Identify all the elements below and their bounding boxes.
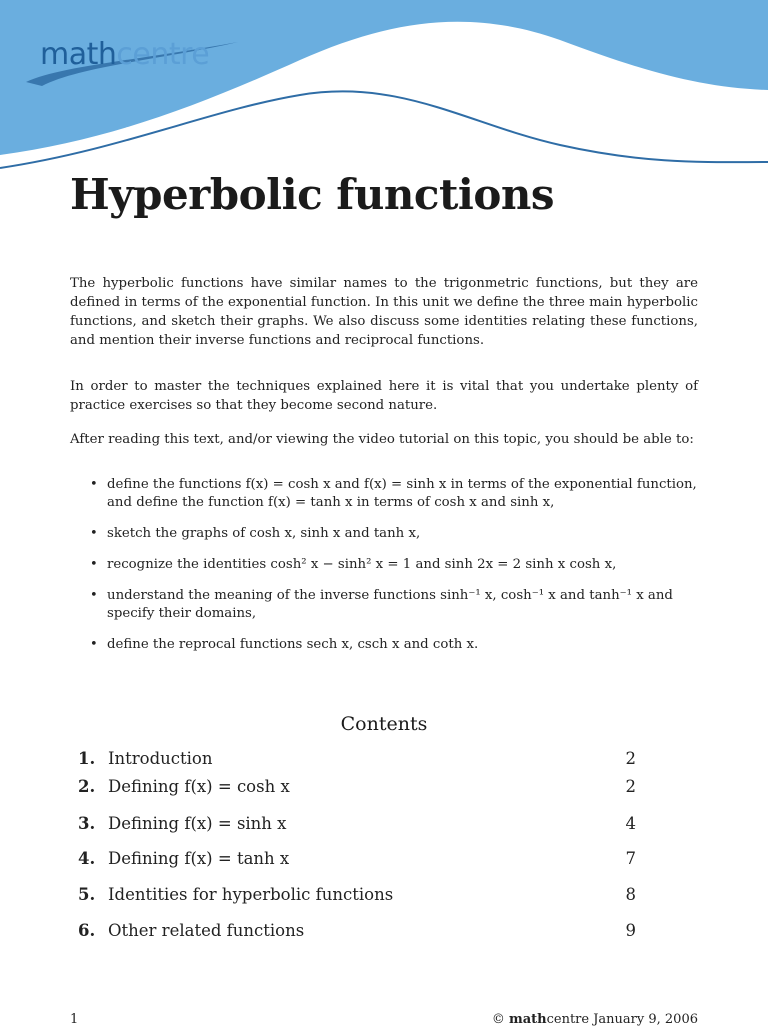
toc-row[interactable]: [78, 885, 636, 909]
contents-heading: Contents: [340, 713, 428, 735]
toc-page: 8: [625, 885, 636, 904]
toc-row[interactable]: [78, 777, 636, 801]
intro-paragraph-2: In order to master the techniques explained here it is vital that you undertake plenty of practice exercises so that they become second nature.: [70, 379, 698, 413]
intro-paragraph-3: After reading this text, and/or viewing the video tutorial on this topic, you should be able to:: [70, 432, 694, 447]
footer-date: January 9, 2006: [593, 1012, 698, 1027]
toc-row[interactable]: [78, 849, 636, 873]
objective-item: • recognize the identities cosh² x − sinh² x = 1 and sinh 2x = 2 sinh x cosh x,: [70, 556, 698, 574]
toc-page: 9: [625, 921, 636, 940]
toc-row[interactable]: [78, 749, 636, 773]
toc-label: Other related functions: [108, 921, 305, 940]
objective-item: • define the reprocal functions sech x, csch x and coth x.: [70, 636, 698, 654]
toc-number: 3.: [78, 814, 96, 833]
toc-row[interactable]: [78, 814, 636, 838]
toc-label: Identities for hyperbolic functions: [108, 885, 394, 904]
toc-number: 6.: [78, 921, 96, 940]
toc-number: 1.: [78, 749, 96, 768]
logo-text-math: math: [40, 37, 117, 72]
toc-label: Defining f(x) = sinh x: [108, 814, 287, 833]
toc-page: 4: [625, 814, 636, 833]
toc-number: 4.: [78, 849, 96, 868]
toc-label: Defining f(x) = cosh x: [108, 777, 290, 796]
toc-label: Introduction: [108, 749, 213, 768]
footer-page-number: 1: [70, 1012, 79, 1027]
toc-page: 2: [625, 749, 636, 768]
toc-page: 2: [625, 777, 636, 796]
page-title: Hyperbolic functions: [70, 170, 555, 219]
objectives-list: [70, 476, 698, 667]
objective-item: • understand the meaning of the inverse functions sinh⁻¹ x, cosh⁻¹ x and tanh⁻¹ x and specify their domains,: [70, 587, 698, 623]
logo-text-centre: centre: [116, 37, 210, 72]
footer-brand-bold: math: [508, 1012, 547, 1027]
mathcentre-logo: [40, 37, 210, 72]
toc-label: Defining f(x) = tanh x: [108, 849, 290, 868]
toc-number: 5.: [78, 885, 96, 904]
intro-paragraph-1: The hyperbolic functions have similar names to the trigonmetric functions, but they are defined in terms of the exponential function. In this unit we define the three main hyperbolic functions, and sketch their graphs. We also discuss some identities relating these functions, and mention their inverse functions and reciprocal functions.: [70, 276, 698, 348]
copyright-symbol: ©: [491, 1012, 505, 1027]
toc-page: 7: [625, 849, 636, 868]
footer-brand-rest: centre: [546, 1012, 590, 1027]
objective-item: • sketch the graphs of cosh x, sinh x and tanh x,: [70, 525, 698, 543]
objective-item: • define the functions f(x) = cosh x and f(x) = sinh x in terms of the exponential function, and define the function f(x) = tanh x in terms of cosh x and sinh x,: [70, 476, 698, 512]
toc-number: 2.: [78, 777, 96, 796]
footer-copyright: [492, 1012, 698, 1027]
toc-row[interactable]: [78, 921, 636, 945]
